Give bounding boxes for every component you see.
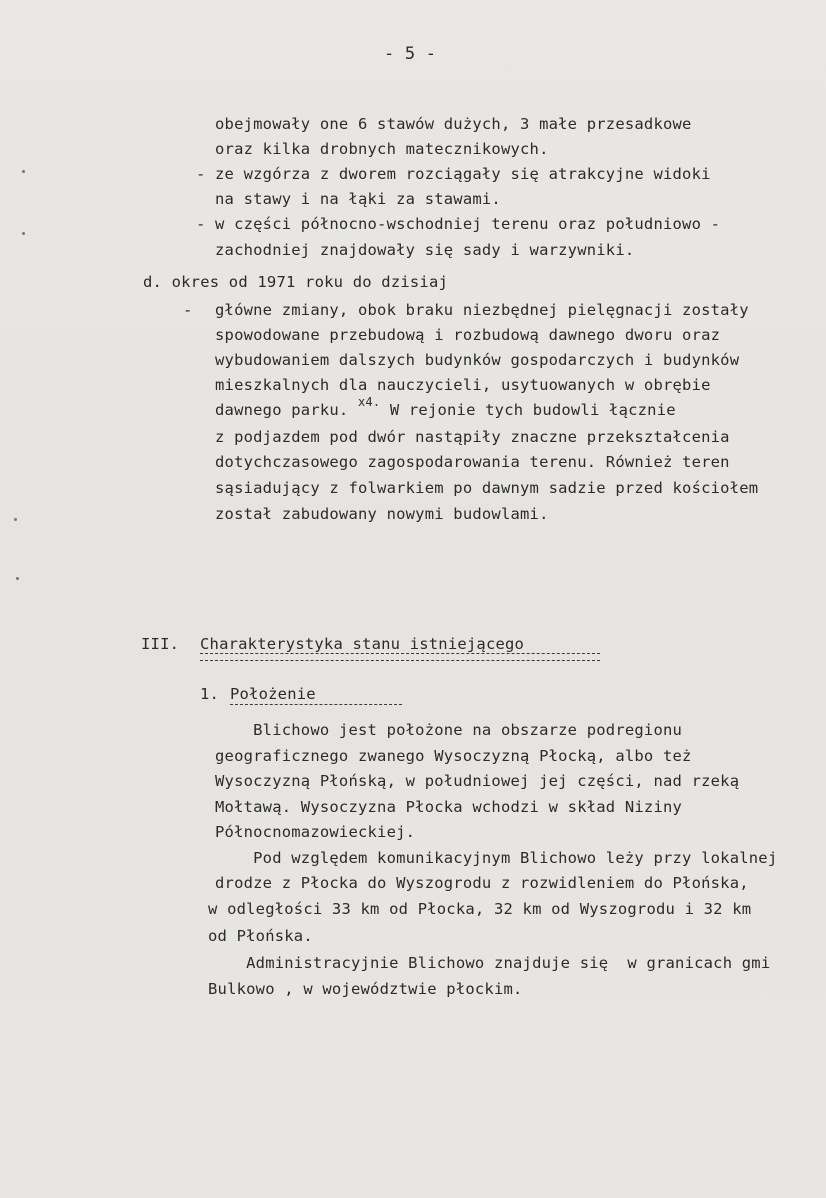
margin-speck [22, 170, 25, 173]
subsection-number: 1. [200, 685, 220, 703]
text-line: ze wzgórza z dworem rozciągały się atrakcyjne widoki [215, 165, 711, 183]
section-title: Charakterystyka stanu istniejącego [200, 635, 525, 653]
bullet-dash: - [196, 215, 206, 233]
text-line: główne zmiany, obok braku niezbędnej pielęgnacji zostały [215, 301, 749, 319]
text-line: z podjazdem pod dwór nastąpiły znaczne przekształcenia [215, 428, 730, 446]
title-double-underline [200, 653, 600, 661]
text-line: geograficznego zwanego Wysoczyzną Płocką, albo też [215, 747, 692, 765]
text-line: w odległości 33 km od Płocka, 32 km od Wyszogrodu i 32 km [208, 900, 752, 918]
text-line: został zabudowany nowymi budowlami. [215, 505, 549, 523]
text-line: spowodowane przebudową i rozbudową dawnego dworu oraz [215, 326, 721, 344]
subsection-title: Położenie [230, 685, 316, 703]
section-heading: d. okres od 1971 roku do dzisiaj [143, 273, 449, 291]
text-line: zachodniej znajdowały się sady i warzywniki. [215, 241, 635, 259]
page-number: - 5 - [384, 44, 437, 64]
text-line: Pod względem komunikacyjnym Blichowo leży przy lokalnej [215, 849, 778, 867]
text-line: Blichowo jest położone na obszarze podregionu [215, 721, 683, 739]
bullet-dash: - [183, 301, 193, 319]
text-line: Mołtawą. Wysoczyzna Płocka wchodzi w skład Niziny [215, 798, 683, 816]
text-line [215, 395, 676, 421]
text-line: drodze z Płocka do Wyszogrodu z rozwidleniem do Płońska, [215, 874, 749, 892]
text-line: od Płońska. [208, 927, 313, 945]
text-line: sąsiadujący z folwarkiem po dawnym sadzie przed kościołem [215, 479, 759, 497]
margin-speck [22, 232, 25, 235]
margin-speck [16, 577, 19, 580]
margin-speck [14, 518, 17, 521]
text-line: na stawy i na łąki za stawami. [215, 190, 501, 208]
text-line: obejmowały one 6 stawów dużych, 3 małe przesadkowe [215, 115, 692, 133]
text-line: oraz kilka drobnych matecznikowych. [215, 140, 549, 158]
text-fragment: dawnego parku. [215, 401, 349, 419]
text-line: wybudowaniem dalszych budynków gospodarczych i budynków [215, 351, 740, 369]
bullet-dash: - [196, 165, 206, 183]
footnote-mark: x4. [358, 395, 381, 409]
text-line: Administracyjnie Blichowo znajduje się w granicach gmi [208, 954, 771, 972]
text-line: Bulkowo , w województwie płockim. [208, 980, 523, 998]
text-line: w części północno-wschodniej terenu oraz południowo - [215, 215, 721, 233]
text-line: mieszkalnych dla nauczycieli, usytuowanych w obrębie [215, 376, 711, 394]
text-line: Północnomazowieckiej. [215, 823, 416, 841]
subtitle-underline [230, 704, 402, 705]
section-number: III. [141, 635, 180, 653]
text-fragment: W rejonie tych budowli łącznie [389, 401, 676, 419]
text-line: Wysoczyzną Płońską, w południowej jej części, nad rzeką [215, 772, 740, 790]
text-line: dotychczasowego zagospodarowania terenu. Również teren [215, 453, 730, 471]
